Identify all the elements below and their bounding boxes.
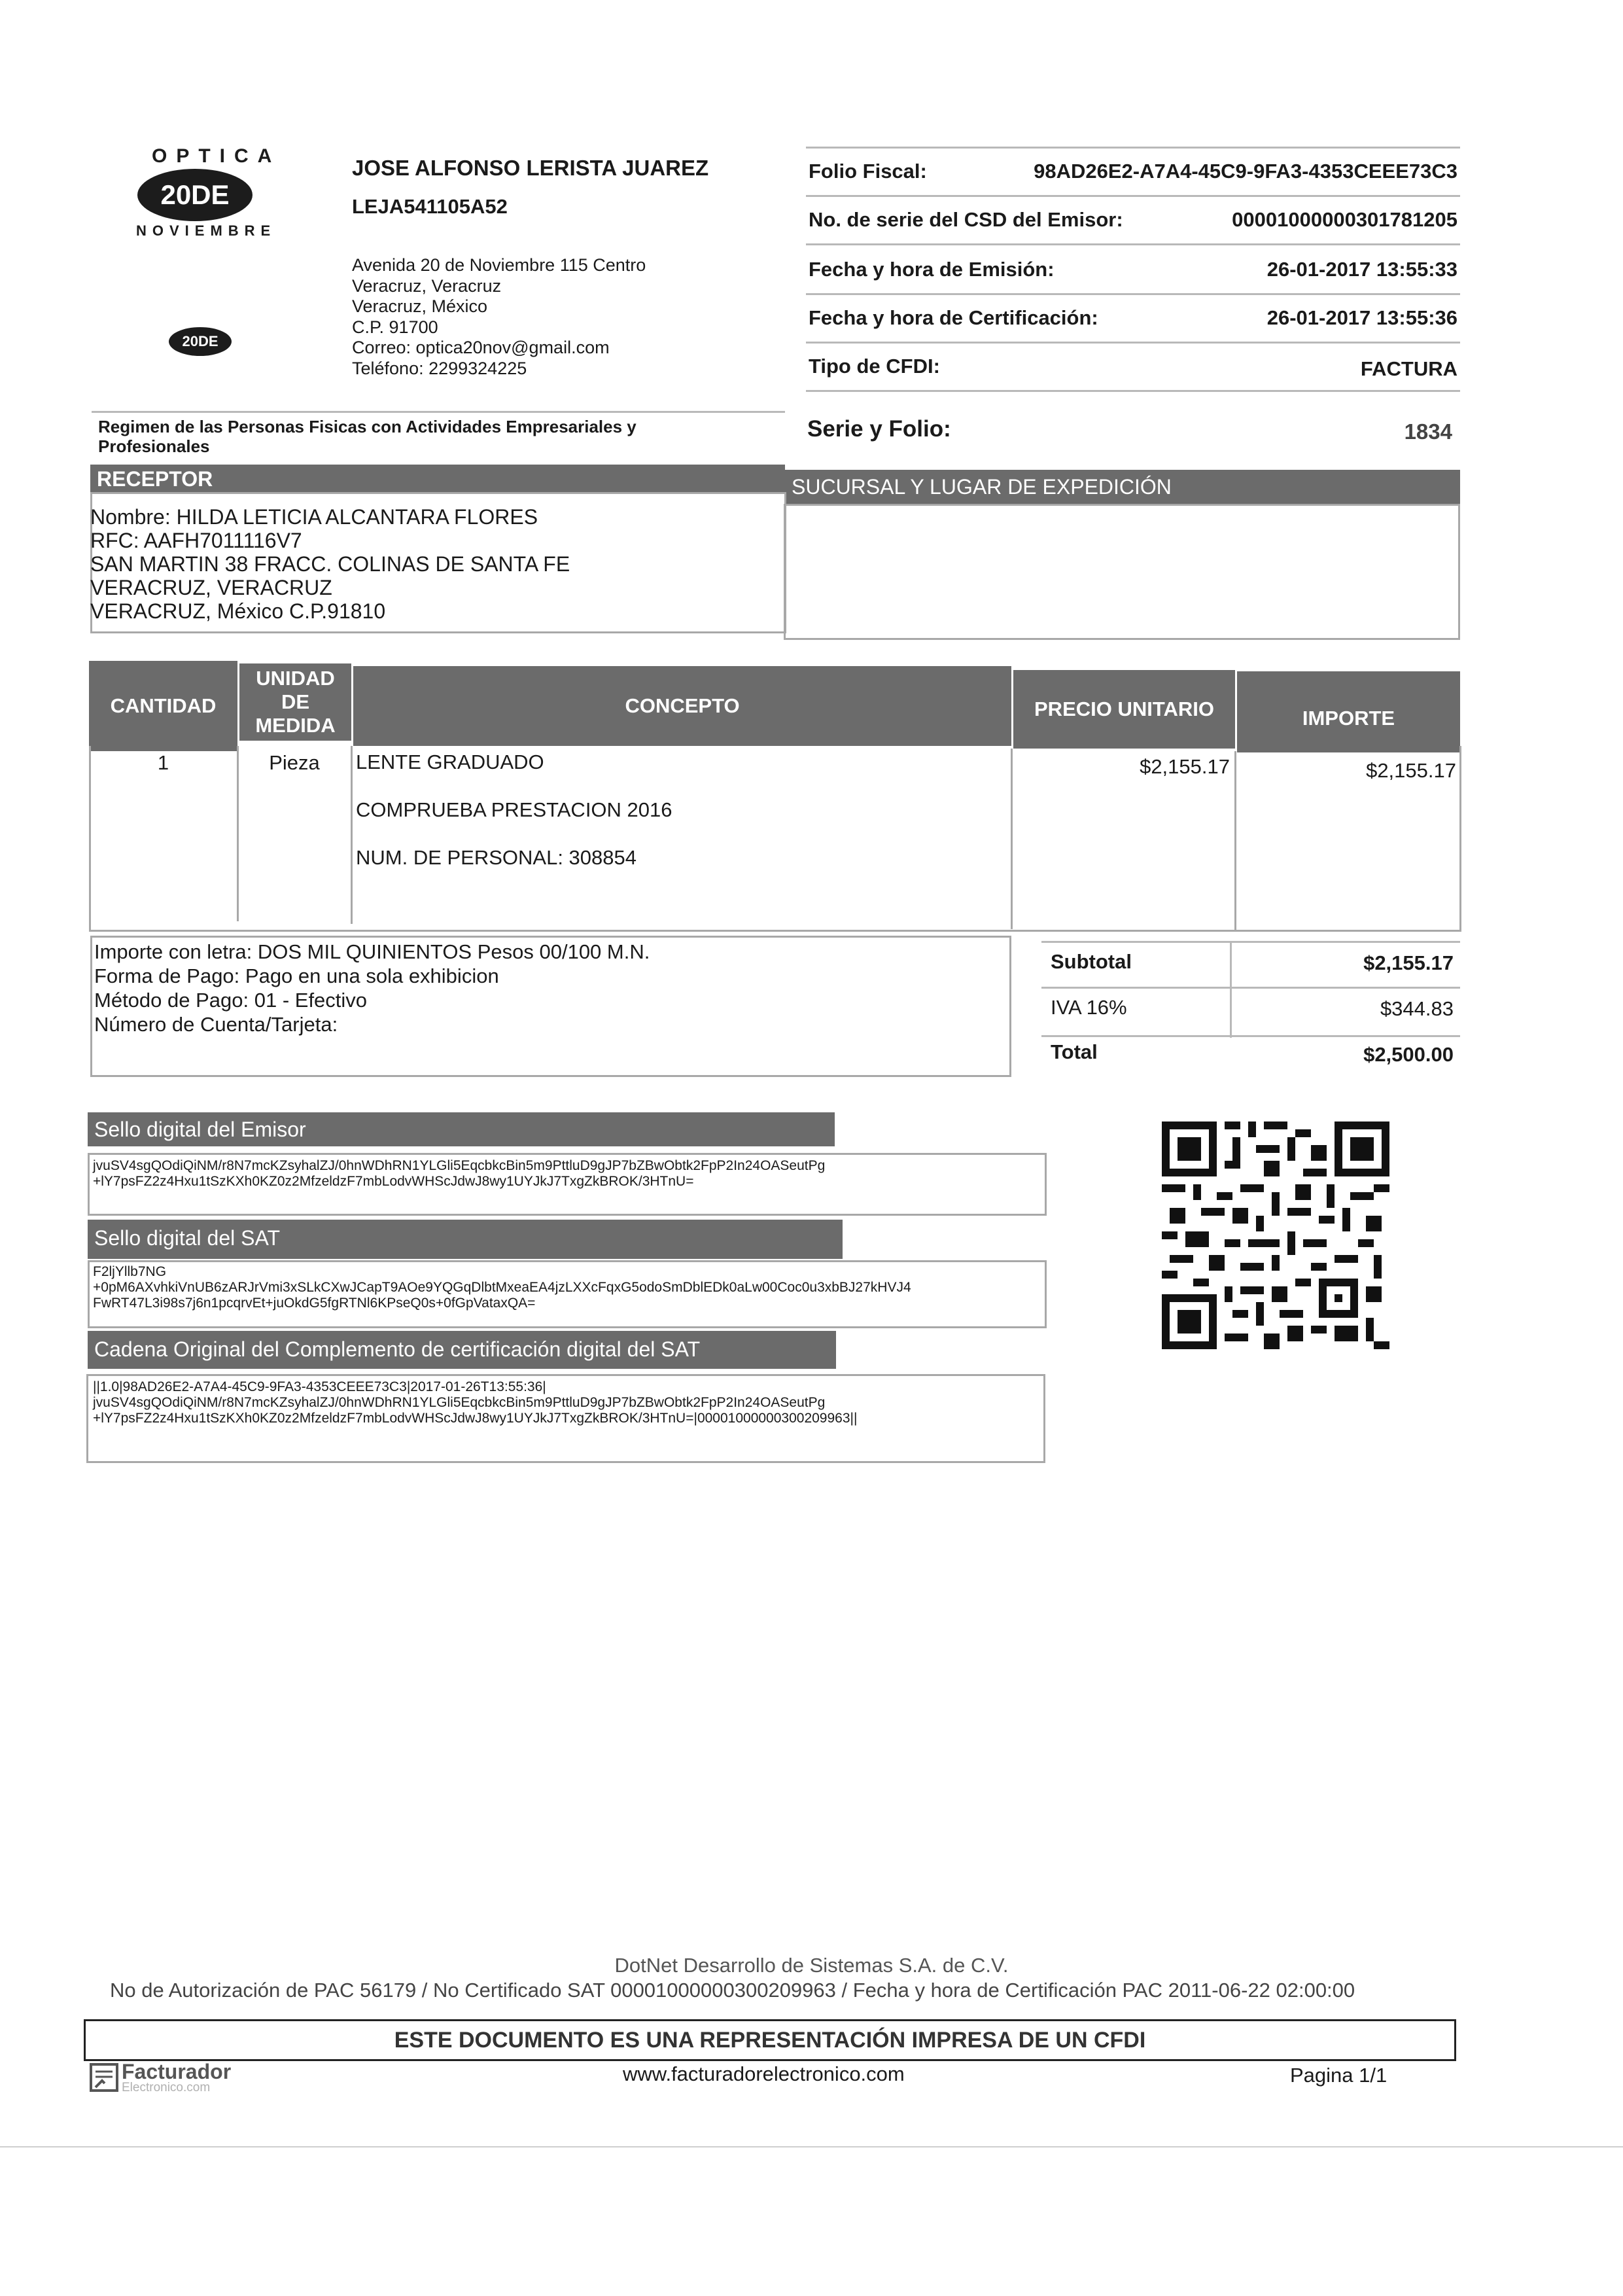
item-concepto-line: LENTE GRADUADO bbox=[356, 751, 544, 773]
sello-sat-title: Sello digital del SAT bbox=[94, 1226, 280, 1250]
folio-fiscal-row bbox=[806, 149, 1460, 197]
header-unidad-line: MEDIDA bbox=[255, 714, 336, 737]
sucursal-box bbox=[784, 504, 1460, 640]
receptor-city: VERACRUZ, VERACRUZ bbox=[90, 576, 332, 599]
header-cantidad-label: CANTIDAD bbox=[110, 694, 217, 717]
header-unidad bbox=[237, 663, 351, 741]
certificacion-label: Fecha y hora de Certificación: bbox=[809, 306, 1098, 329]
cfdi-banner bbox=[84, 2019, 1456, 2061]
header-precio-label: PRECIO UNITARIO bbox=[1034, 698, 1214, 720]
address-line: Veracruz, Veracruz bbox=[352, 275, 502, 296]
divider bbox=[806, 147, 1460, 149]
sello-line: jvuSV4sgQOdiQiNM/r8N7mcKZsyhalZJ/0hnWDhRN1YLGli5EqcbkcBin5m9PttluD9gJP7bZBwObtk2FpP2In24OASeutPg bbox=[93, 1158, 826, 1173]
receptor-header bbox=[90, 465, 785, 493]
item-cantidad: 1 bbox=[157, 751, 169, 774]
pac-name: DotNet Desarrollo de Sistemas S.A. de C.V. bbox=[614, 1954, 1009, 1977]
receptor-rfc: RFC: AAFH7011116V7 bbox=[90, 529, 302, 552]
cadena-line: ||1.0|98AD26E2-A7A4-45C9-9FA3-4353CEEE73C3|2017-01-26T13:55:36| bbox=[93, 1379, 546, 1394]
sucursal-title: SUCURSAL Y LUGAR DE EXPEDICIÓN bbox=[792, 475, 1172, 499]
cadena-line: +lY7psFZ2z4Hxu1tSzKXh0KZ0z2MfzeldzF7mbLodvWHScJdwJ8wy1UYJkJ7TxgZkBROK/3HTnU=|00001000000300209963|| bbox=[93, 1411, 858, 1426]
sello-sat-text bbox=[93, 1264, 911, 1311]
csd-value: 00001000000301781205 bbox=[1232, 208, 1457, 231]
receptor-street: SAN MARTIN 38 FRACC. COLINAS DE SANTA FE bbox=[90, 552, 570, 576]
folio-fiscal-value: 98AD26E2-A7A4-45C9-9FA3-4353CEEE73C3 bbox=[1034, 160, 1457, 183]
item-concepto bbox=[356, 738, 672, 881]
item-unidad: Pieza bbox=[269, 751, 320, 774]
item-concepto-line: COMPRUEBA PRESTACION 2016 bbox=[356, 798, 672, 821]
cadena-header bbox=[88, 1331, 836, 1369]
divider bbox=[1041, 1035, 1460, 1037]
sello-emisor-title: Sello digital del Emisor bbox=[94, 1118, 306, 1141]
cadena-line: jvuSV4sgQOdiQiNM/r8N7mcKZsyhalZJ/0hnWDhRN1YLGli5EqcbkcBin5m9PttluD9gJP7bZBwObtk2FpP2In24OASeutPg bbox=[93, 1395, 826, 1410]
certificacion-value: 26-01-2017 13:55:36 bbox=[1266, 306, 1457, 329]
item-concepto-line: NUM. DE PERSONAL: 308854 bbox=[356, 846, 637, 869]
tipo-cfdi-row bbox=[806, 344, 1460, 392]
importe-con-letra: Importe con letra: DOS MIL QUINIENTOS Pesos 00/100 M.N. bbox=[94, 940, 650, 963]
receptor-details bbox=[90, 505, 570, 623]
address-line: C.P. 91700 bbox=[352, 317, 438, 337]
header-precio bbox=[1011, 670, 1235, 749]
cfdi-banner-text: ESTE DOCUMENTO ES UNA REPRESENTACIÓN IMPRESA DE UN CFDI bbox=[394, 2027, 1146, 2053]
page-bottom-divider bbox=[0, 2146, 1623, 2147]
certificacion-row bbox=[806, 296, 1460, 344]
subtotal-label: Subtotal bbox=[1051, 950, 1132, 973]
numero-cuenta: Número de Cuenta/Tarjeta: bbox=[94, 1013, 338, 1036]
header-concepto bbox=[351, 666, 1011, 746]
receptor-title: RECEPTOR bbox=[97, 467, 213, 491]
issuer-regimen: Regimen de las Personas Fisicas con Actividades Empresariales y Profesionales bbox=[98, 417, 637, 456]
logo-center-text: 20DE bbox=[160, 179, 230, 210]
header-importe bbox=[1235, 671, 1460, 752]
qr-code bbox=[1162, 1122, 1389, 1349]
iva-label: IVA 16% bbox=[1051, 996, 1127, 1019]
issuer-email: Correo: optica20nov@gmail.com bbox=[352, 338, 610, 357]
divider bbox=[1041, 941, 1460, 943]
pac-line: No de Autorización de PAC 56179 / No Certificado SAT 00001000000300209963 / Fecha y hora de Certificación PAC 2011-06-22 02:00:00 bbox=[110, 1979, 1355, 2002]
sello-sat-header bbox=[88, 1220, 843, 1259]
metodo-de-pago: Método de Pago: 01 - Efectivo bbox=[94, 989, 368, 1012]
issuer-address bbox=[352, 255, 646, 379]
subtotal-value: $2,155.17 bbox=[1363, 951, 1454, 974]
cadena-text bbox=[93, 1379, 857, 1426]
item-importe: $2,155.17 bbox=[1366, 759, 1456, 782]
logo-top-text: OPTICA bbox=[152, 145, 281, 167]
receptor-country: VERACRUZ, México C.P.91810 bbox=[90, 599, 386, 623]
csd-row bbox=[806, 198, 1460, 245]
totals-col-divider bbox=[1230, 941, 1232, 1038]
tipo-cfdi-value: FACTURA bbox=[1360, 357, 1457, 380]
item-precio: $2,155.17 bbox=[1140, 755, 1230, 778]
serie-folio-label: Serie y Folio: bbox=[807, 416, 951, 442]
serie-folio-value: 1834 bbox=[1404, 419, 1452, 444]
header-cantidad bbox=[89, 661, 237, 751]
sello-line: +lY7psFZ2z4Hxu1tSzKXh0KZ0z2MfzeldzF7mbLodvWHScJdwJ8wy1UYJkJ7TxgZkBROK/3HTnU= bbox=[93, 1174, 694, 1189]
total-label: Total bbox=[1051, 1040, 1098, 1063]
header-unidad-line: UNIDAD bbox=[256, 667, 335, 690]
logo-bottom-text: NOVIEMBRE bbox=[136, 222, 277, 239]
logo-oval bbox=[137, 169, 253, 221]
sello-line: FwRT47L3i98s7j6n1pcqrvEt+juOkdG5fgRTNl6KPseQ0s+0fGpVataxQA= bbox=[93, 1296, 536, 1311]
iva-value: $344.83 bbox=[1380, 997, 1454, 1020]
emision-value: 26-01-2017 13:55:33 bbox=[1266, 258, 1457, 281]
cadena-title: Cadena Original del Complemento de certificación digital del SAT bbox=[94, 1337, 701, 1361]
sello-emisor-header bbox=[88, 1112, 835, 1146]
header-concepto-label: CONCEPTO bbox=[625, 694, 740, 717]
divider bbox=[1041, 987, 1460, 989]
website-link[interactable]: www.facturadorelectronico.com bbox=[623, 2062, 905, 2085]
payment-details bbox=[94, 940, 650, 1036]
total-value: $2,500.00 bbox=[1363, 1043, 1454, 1066]
sello-line: +0pM6AXvhkiVnUB6zARJrVmi3xSLkCXwJCapT9AOe9YQGqDlbtMxeaEA4jzLXXcFqxG5odoSmDblEDk0aLw00Coc0u3xbBJ27kHVJ4 bbox=[93, 1280, 911, 1295]
issuer-phone: Teléfono: 2299324225 bbox=[352, 358, 527, 378]
folio-fiscal-label: Folio Fiscal: bbox=[809, 160, 927, 183]
header-importe-label: IMPORTE bbox=[1302, 707, 1395, 730]
address-line: Avenida 20 de Noviembre 115 Centro bbox=[352, 255, 646, 275]
issuer-rfc: LEJA541105A52 bbox=[352, 195, 508, 218]
facturador-icon bbox=[89, 2062, 119, 2093]
address-line: Veracruz, México bbox=[352, 296, 488, 316]
logo-small-text: 20DE bbox=[182, 333, 218, 349]
sello-emisor-text bbox=[93, 1158, 825, 1190]
csd-label: No. de serie del CSD del Emisor: bbox=[809, 208, 1123, 231]
divider bbox=[92, 411, 785, 413]
sucursal-header bbox=[785, 470, 1460, 505]
facturador-logo-sub: Electronico.com bbox=[122, 2081, 211, 2094]
receptor-name: Nombre: HILDA LETICIA ALCANTARA FLORES bbox=[90, 505, 538, 529]
emision-row bbox=[806, 247, 1460, 295]
logo-small-oval bbox=[169, 327, 232, 356]
forma-de-pago: Forma de Pago: Pago en una sola exhibicion bbox=[94, 964, 499, 987]
facturador-logo-text: Facturador bbox=[122, 2060, 232, 2083]
emision-label: Fecha y hora de Emisión: bbox=[809, 258, 1055, 281]
page-number: Pagina 1/1 bbox=[1290, 2064, 1387, 2087]
sello-line: F2ljYllb7NG bbox=[93, 1264, 167, 1279]
header-unidad-line: DE bbox=[281, 690, 310, 713]
tipo-cfdi-label: Tipo de CFDI: bbox=[809, 355, 940, 378]
issuer-name: JOSE ALFONSO LERISTA JUAREZ bbox=[352, 156, 709, 180]
